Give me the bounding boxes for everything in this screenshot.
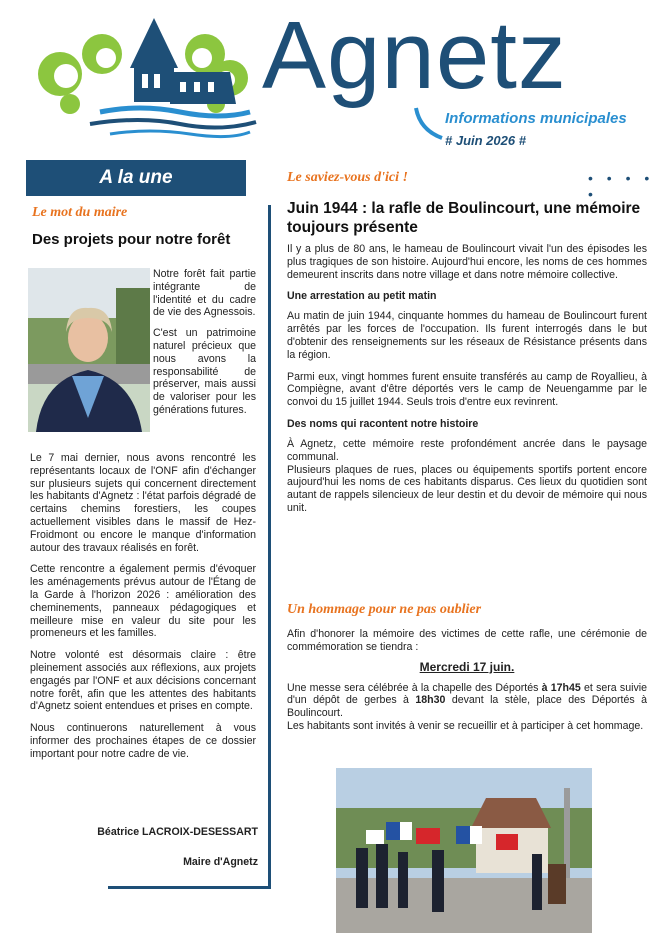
paragraph: Notre volonté est désormais claire : être pleinement associés aux réflexions, aux projets engagés par l'ONF et aux décisions concernant notre forêt, afin que les attentes des habitants d'Agnetz soient entendues et prises en compte.: [30, 649, 256, 713]
agnetz-logo-emblem: [30, 12, 260, 142]
hommage-body: [287, 628, 647, 733]
paragraph: Nous continuerons naturellement à vous informer des prochaines étapes de ce dossier important pour notre cadre de vie.: [30, 722, 256, 760]
mot-du-maire-body: [30, 452, 256, 770]
a-la-une-banner: A la une: [26, 160, 246, 196]
paragraph: Parmi eux, vingt hommes furent ensuite transférés au camp de Royallieu, à Compiègne, avant d'être déportés vers le camp de Neuengamme par le convoi du 15 juillet 1944. Seuls trois d'entre eux revinrent.: [287, 370, 647, 409]
section-tag-mot-du-maire: Le mot du maire: [32, 205, 128, 220]
signature-role: Maire d'Agnetz: [183, 856, 258, 868]
column-border-bottom: [108, 886, 271, 889]
subheading-noms: Des noms qui racontent notre histoire: [287, 417, 479, 430]
subheading-arrestation: Une arrestation au petit matin: [287, 290, 437, 303]
ceremony-time: 18h30: [415, 694, 446, 707]
article-title-foret: Des projets pour notre forêt: [32, 231, 231, 248]
ceremony-text: et sera suivie d'un dépôt de gerbes à: [287, 681, 648, 707]
intro-wrap-text: [153, 268, 256, 425]
brand-name: Agnetz: [262, 2, 567, 109]
section-tag-saviez-vous: Le saviez-vous d'ici !: [287, 170, 408, 185]
paragraph: À Agnetz, cette mémoire reste profondément ancrée dans le paysage communal.: [287, 437, 647, 463]
paragraph: Notre forêt fait partie intégrante de l'identité et du cadre de vie des Agnessois.: [153, 268, 256, 319]
ceremony-time: à 17h45: [541, 681, 581, 694]
rafle-article-body: [287, 243, 647, 524]
paragraph: Les habitants sont invités à venir se recueillir et à participer à cet hommage.: [287, 719, 644, 732]
header-subtitle: Informations municipales: [445, 110, 627, 127]
ceremony-text: Une messe sera célébrée à la chapelle des Déportés: [287, 681, 542, 694]
mot-du-maire-header: [26, 205, 270, 248]
paragraph: Cette rencontre a également permis d'évoquer les aménagements prévus autour de l'Étang de la Garde à l'horizon 2026 : amélioration des cheminements, panneaux pédagogiques et meilleure mise en valeur du site pour les promeneurs et les familles.: [30, 563, 256, 640]
article-title-rafle: Juin 1944 : la rafle de Boulincourt, une mémoire toujours présente: [287, 200, 641, 236]
paragraph: C'est un patrimoine naturel précieux que nous avons la responsabilité de préserver, mais aussi de valoriser pour les générations futures.: [153, 327, 256, 416]
ceremony-text: devant la stèle, place des Déportés à Boulincourt.: [287, 694, 647, 720]
issue-date: # Juin 2026 #: [445, 133, 526, 148]
paragraph: Il y a plus de 80 ans, le hameau de Boulincourt vivait l'un des épisodes les plus tragiques de son histoire. Aujourd'hui encore, les noms de ces hommes demeurent inscrits dans notre village et dans notre mémoire collective.: [287, 243, 647, 281]
paragraph: Plusieurs plaques de rues, places ou équipements sportifs portent encore aujourd'hui les noms de ces habitants disparus. Ces lieux du quotidien sont autant de rappels silencieux de leur destin et du devoir de mémoire qui nous unit.: [287, 463, 647, 514]
signature-name: Béatrice LACROIX-DESESSART: [97, 826, 258, 838]
mayor-photo: [28, 268, 150, 432]
ceremony-date: Mercredi 17 juin.: [419, 659, 515, 674]
paragraph: Le 7 mai dernier, nous avons rencontré les représentants locaux de l'ONF afin d'échanger sur plusieurs sujets qui concernent directement les habitants d'Agnetz : l'état parfois dégradé de certains chemins forestiers, les coupes actuellement visibles dans le massif de Hez-Froidmont ou encore le manque d'information autour des travaux réalisés en forêt.: [30, 452, 256, 554]
ceremony-photo: [336, 768, 592, 933]
ceremony-details: [287, 682, 647, 720]
column-border: [268, 205, 271, 888]
dots-decoration: • • • • •: [588, 170, 655, 202]
section-tag-hommage: Un hommage pour ne pas oublier: [287, 602, 482, 617]
paragraph: Afin d'honorer la mémoire des victimes de cette rafle, une cérémonie de commémoration se tiendra :: [287, 628, 647, 653]
paragraph: Au matin de juin 1944, cinquante hommes du hameau de Boulincourt furent arrêtés par les forces de l'occupation. Ils furent interrogés dans le but d'obtenir des renseignements sur les réseaux de Résistance présents dans la région.: [287, 310, 647, 361]
